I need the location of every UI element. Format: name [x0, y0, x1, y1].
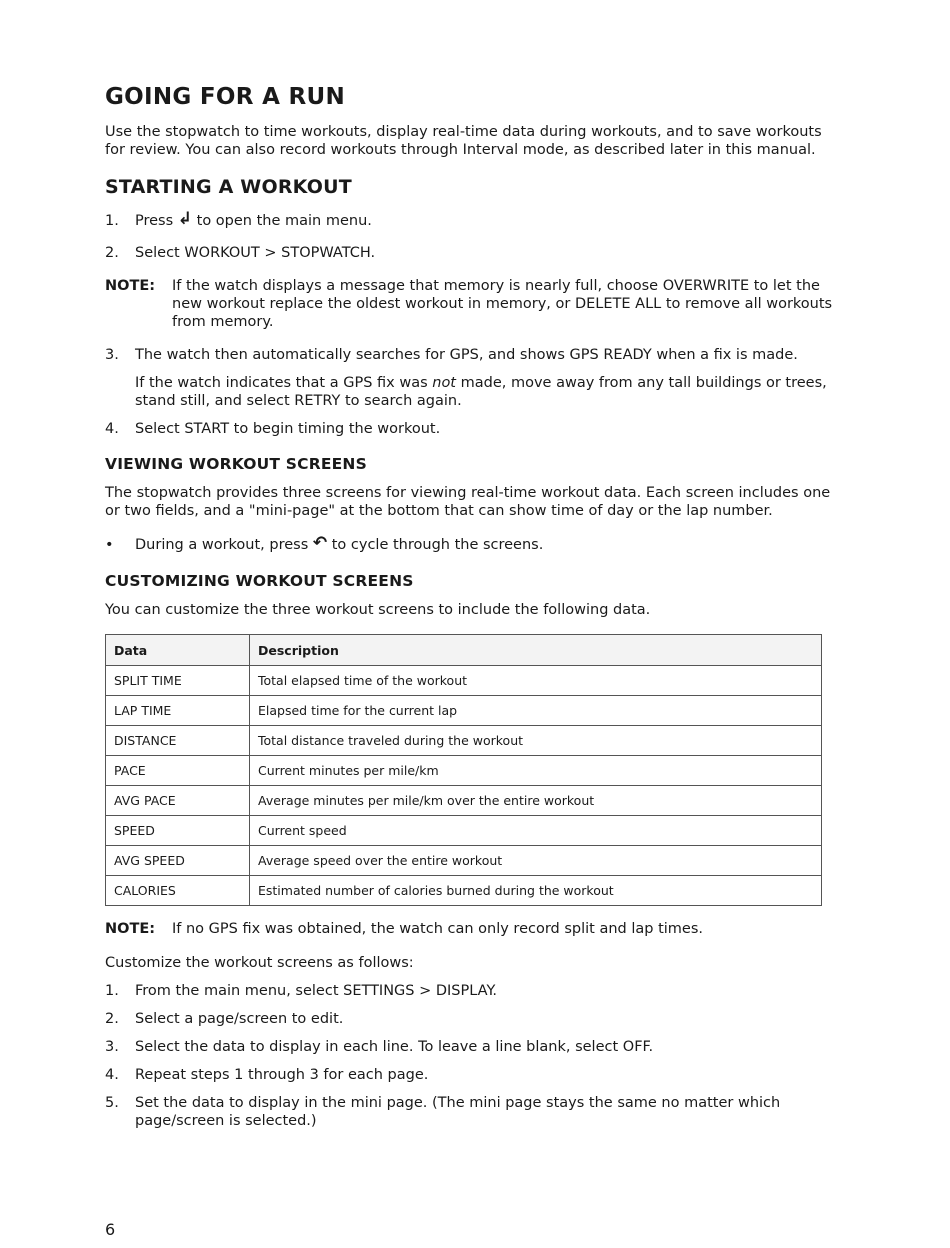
section-heading-customizing: CUSTOMIZING WORKOUT SCREENS — [105, 572, 414, 590]
note-label: NOTE: — [105, 921, 156, 937]
table-header: Data — [106, 635, 250, 666]
table-row — [106, 666, 822, 696]
step-text: The watch then automatically searches for GPS, and shows GPS READY when a fix is made. — [135, 347, 798, 363]
table-cell: Current speed — [250, 816, 822, 846]
table-cell: SPEED — [106, 816, 250, 846]
step-number: 5. — [105, 1095, 119, 1111]
table-row — [106, 816, 822, 846]
table-cell: SPLIT TIME — [106, 666, 250, 696]
table-cell: Total elapsed time of the workout — [250, 666, 822, 696]
back-icon: ↶ — [312, 533, 328, 553]
emphasis: not — [432, 375, 456, 391]
note-text: If no GPS fix was obtained, the watch can only record split and lap times. — [172, 921, 704, 937]
customizing-paragraph: You can customize the three workout screens to include the following data. — [105, 602, 651, 618]
step-text: Repeat steps 1 through 3 for each page. — [135, 1067, 429, 1083]
table-cell: Current minutes per mile/km — [250, 756, 822, 786]
table-cell: Total distance traveled during the workout — [250, 726, 822, 756]
step-number: 2. — [105, 245, 119, 261]
table-cell: Average minutes per mile/km over the entire workout — [250, 786, 822, 816]
table-header: Description — [250, 635, 822, 666]
page-number: 6 — [105, 1220, 116, 1239]
table-cell: LAP TIME — [106, 696, 250, 726]
customize-intro: Customize the workout screens as follows: — [105, 955, 414, 971]
workout-data-table — [105, 634, 822, 906]
table-row — [106, 726, 822, 756]
table-cell: AVG SPEED — [106, 846, 250, 876]
step-text: If the watch indicates that a GPS fix was — [135, 375, 433, 391]
step-text: From the main menu, select SETTINGS > DISPLAY. — [135, 983, 497, 999]
table-row — [106, 696, 822, 726]
table-cell: DISTANCE — [106, 726, 250, 756]
table-header-row — [106, 635, 822, 666]
step-text: Select WORKOUT > STOPWATCH. — [135, 245, 376, 261]
note-text: If the watch displays a message that memory is nearly full, choose OVERWRITE to let the new workout replace the oldest workout in memory, or DELETE ALL to remove all workouts from memory. — [172, 278, 833, 330]
step-text: to open the main menu. — [196, 213, 372, 229]
note-label: NOTE: — [105, 278, 156, 294]
viewing-paragraph: The stopwatch provides three screens for viewing real-time workout data. Each screen includes one or two fields, and a "mini-page" at the bottom that can show time of day or the lap number. — [105, 485, 831, 519]
table-cell: PACE — [106, 756, 250, 786]
step-number: 1. — [105, 213, 119, 229]
step-number: 3. — [105, 347, 119, 363]
step-text: Press — [135, 213, 174, 229]
step-number: 4. — [105, 1067, 119, 1083]
step-text: Select a page/screen to edit. — [135, 1011, 344, 1027]
step-number: 4. — [105, 421, 119, 437]
step-text: Select the data to display in each line. To leave a line blank, select OFF. — [135, 1039, 654, 1055]
table-cell: CALORIES — [106, 876, 250, 906]
section-heading-starting: STARTING A WORKOUT — [105, 176, 352, 198]
table-row — [106, 876, 822, 906]
table-row — [106, 846, 822, 876]
table-row — [106, 756, 822, 786]
step-number: 3. — [105, 1039, 119, 1055]
step-number: 1. — [105, 983, 119, 999]
page-title: GOING FOR A RUN — [105, 84, 346, 110]
step-text: Select START to begin timing the workout. — [135, 421, 441, 437]
table-cell: Average speed over the entire workout — [250, 846, 822, 876]
bullet-text: to cycle through the screens. — [331, 537, 544, 553]
table-cell: Estimated number of calories burned during the workout — [250, 876, 822, 906]
bullet: • — [105, 537, 114, 553]
table-row — [106, 786, 822, 816]
intro-paragraph: Use the stopwatch to time workouts, display real-time data during workouts, and to save workouts for review. You can also record workouts through Interval mode, as described later in this manual. — [105, 124, 822, 158]
step-text: made, move away from any tall buildings or trees, stand still, and select RETRY to search again. — [135, 375, 827, 409]
enter-icon: ↲ — [177, 209, 193, 229]
table-cell: Elapsed time for the current lap — [250, 696, 822, 726]
step-number: 2. — [105, 1011, 119, 1027]
section-heading-viewing: VIEWING WORKOUT SCREENS — [105, 455, 367, 473]
bullet-text: During a workout, press — [135, 537, 309, 553]
table-cell: AVG PACE — [106, 786, 250, 816]
step-text: Set the data to display in the mini page. (The mini page stays the same no matter which page/screen is selected.) — [135, 1095, 781, 1129]
